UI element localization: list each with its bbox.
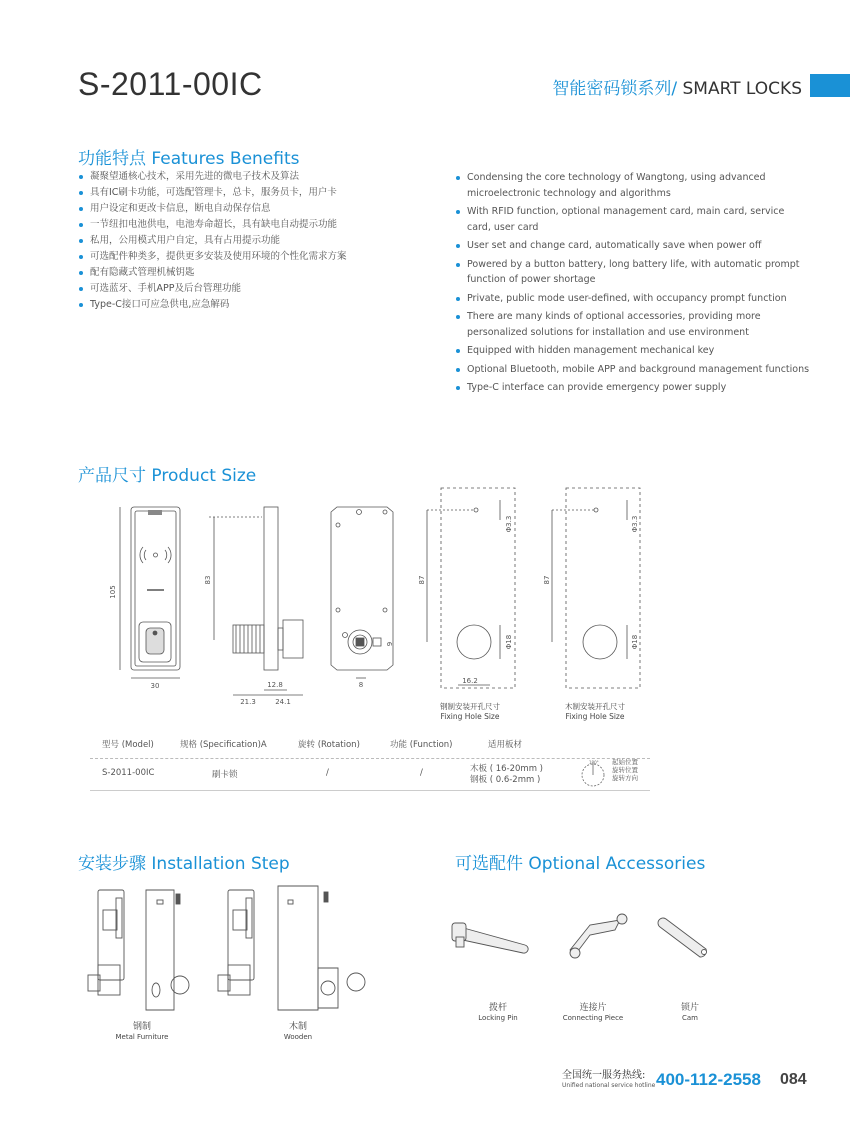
front-view-drawing <box>120 507 180 678</box>
list-item: 可选蓝牙、手机APP及后台管理功能 <box>78 281 418 297</box>
steel-hole-drawing <box>427 488 515 688</box>
series-title-cn: 智能密码锁系列/ <box>552 79 678 99</box>
rotation-legend <box>612 758 638 782</box>
page-number: 084 <box>780 1071 807 1088</box>
list-item: 私用，公用模式用户自定，具有占用提示功能 <box>78 233 418 249</box>
dim-label: 30 <box>150 682 160 690</box>
caption-cn: 锁片 <box>680 1003 699 1013</box>
caption-en: Connecting Piece <box>562 1014 624 1022</box>
hotline-cn: 全国统一服务热线: <box>562 1070 646 1081</box>
list-item: With RFID function, optional management card, main card, service card, user card <box>455 204 811 235</box>
cam-drawing <box>658 918 707 957</box>
spec-table <box>90 738 650 798</box>
dim-label: 21.3 <box>240 698 256 706</box>
accessories-heading-cn: 可选配件 <box>455 854 523 874</box>
table-cell: / <box>420 768 423 778</box>
list-item: Condensing the core technology of Wangtong, using advanced microelectronic technology and algorithms <box>455 170 811 201</box>
features-heading <box>78 144 300 169</box>
list-item: Private, public mode user-defined, with occupancy prompt function <box>455 291 811 307</box>
dim-label: 12.8 <box>267 681 283 689</box>
table-header: 旋转 (Rotation) <box>298 740 360 750</box>
wood-hole-drawing <box>552 488 640 688</box>
page-title: S-2011-00IC <box>78 66 263 102</box>
caption-cn: 钢制安装开孔尺寸 <box>440 702 500 711</box>
dim-label: Φ3.3 <box>505 515 513 533</box>
caption-en: Fixing Hole Size <box>565 712 625 721</box>
caption-cn: 连接片 <box>579 1003 607 1013</box>
accessory-connecting-piece <box>555 1003 631 1023</box>
wood-hole-caption <box>540 702 650 722</box>
list-item: 一节纽扣电池供电，电池寿命超长，具有缺电自动提示功能 <box>78 217 418 233</box>
dim-label: Φ3.3 <box>631 515 639 533</box>
legend-item: 旋转位置 <box>612 766 638 774</box>
caption-en: Metal Furniture <box>115 1033 169 1041</box>
list-item: There are many kinds of optional accessories, providing more personalized solutions for installation and use environment <box>455 309 811 340</box>
series-title <box>552 74 802 99</box>
series-title-en: SMART LOCKS <box>677 79 802 99</box>
hotline-number: 400-112-2558 <box>656 1070 761 1089</box>
dim-label: 9 <box>386 641 394 647</box>
table-cell: 钢板 ( 0.6-2mm ) <box>470 775 541 785</box>
table-header: 适用板材 <box>488 740 523 750</box>
list-item: 可选配件种类多，提供更多安装及使用环境的个性化需求方案 <box>78 249 418 265</box>
installation-heading <box>78 849 290 874</box>
dim-label: 24.1 <box>275 698 291 706</box>
legend-item: 旋转方向 <box>612 774 638 782</box>
table-header: 型号 (Model) <box>102 740 154 750</box>
table-header: 规格 (Specification)A <box>180 740 267 750</box>
list-item: 配有隐藏式管理机械钥匙 <box>78 265 418 281</box>
hotline-en: Unified national service hotline <box>562 1082 656 1089</box>
table-cell: 刷卡锁 <box>212 770 238 780</box>
list-item: Equipped with hidden management mechanical key <box>455 343 811 359</box>
list-item: Type-C interface can provide emergency power supply <box>455 380 811 396</box>
caption-en: Wooden <box>283 1033 313 1041</box>
table-divider <box>90 790 650 791</box>
header-accent-bar <box>810 74 850 97</box>
install-wood-drawing <box>218 886 365 1010</box>
caption-en: Locking Pin <box>478 1014 518 1022</box>
legend-item: 起始位置 <box>612 758 638 766</box>
rotation-icon <box>578 758 608 788</box>
list-item: User set and change card, automatically save when power off <box>455 238 811 254</box>
table-cell: 木板 ( 16-20mm ) <box>470 764 543 774</box>
accessory-cam <box>662 1003 718 1023</box>
product-size-heading-en: Product Size <box>151 466 257 486</box>
caption-cn: 木制 <box>288 1022 307 1032</box>
dim-label: 8 <box>358 681 364 689</box>
features-heading-cn: 功能特点 <box>78 149 146 169</box>
dim-label: 87 <box>418 575 426 585</box>
accessories-heading <box>455 849 705 874</box>
technical-drawings <box>0 480 850 725</box>
dim-label: 87 <box>543 575 551 585</box>
rotation-angle: 180° <box>589 760 599 765</box>
back-view-drawing <box>331 507 393 678</box>
caption-cn: 拨杆 <box>488 1003 507 1013</box>
install-wood-caption <box>248 1022 348 1042</box>
list-item: 具有IC刷卡功能，可选配管理卡，总卡，服务员卡，用户卡 <box>78 185 418 201</box>
dim-label: Φ18 <box>631 634 639 650</box>
dim-label: 105 <box>109 585 117 599</box>
install-steel-caption <box>92 1022 192 1042</box>
dim-label: 16.2 <box>462 677 478 685</box>
table-cell: S-2011-00IC <box>102 768 155 778</box>
hotline-label <box>562 1071 655 1091</box>
caption-cn: 木制安装开孔尺寸 <box>565 702 625 711</box>
list-item: Type-C接口可应急供电,应急解码 <box>78 297 418 313</box>
accessory-locking-pin <box>470 1003 526 1023</box>
table-divider <box>90 758 650 759</box>
product-size-heading-cn: 产品尺寸 <box>78 466 146 486</box>
features-list-en <box>455 170 811 399</box>
installation-heading-en: Installation Step <box>151 854 290 874</box>
installation-drawings <box>80 880 400 1020</box>
caption-cn: 钢制 <box>132 1022 151 1032</box>
side-view-drawing <box>209 507 303 695</box>
list-item: Powered by a button battery, long battery life, with automatic prompt function of power shortage <box>455 257 811 288</box>
table-cell: / <box>326 768 329 778</box>
installation-heading-cn: 安装步骤 <box>78 854 146 874</box>
steel-hole-caption <box>415 702 525 722</box>
accessories-heading-en: Optional Accessories <box>528 854 706 874</box>
features-heading-en: Features Benefits <box>151 149 300 169</box>
connecting-piece-drawing <box>570 914 627 958</box>
list-item: 凝聚望通核心技术，采用先进的微电子技术及算法 <box>78 169 418 185</box>
caption-en: Cam <box>682 1014 698 1022</box>
locking-pin-drawing <box>452 923 528 953</box>
caption-en: Fixing Hole Size <box>440 712 500 721</box>
dim-label: Φ18 <box>505 634 513 650</box>
accessories-drawings <box>440 905 740 975</box>
dim-label: 83 <box>204 575 212 585</box>
list-item: Optional Bluetooth, mobile APP and background management functions <box>455 362 811 378</box>
table-header: 功能 (Function) <box>390 740 453 750</box>
features-list-cn <box>78 169 418 313</box>
list-item: 用户设定和更改卡信息，断电自动保存信息 <box>78 201 418 217</box>
install-steel-drawing <box>88 890 189 1010</box>
